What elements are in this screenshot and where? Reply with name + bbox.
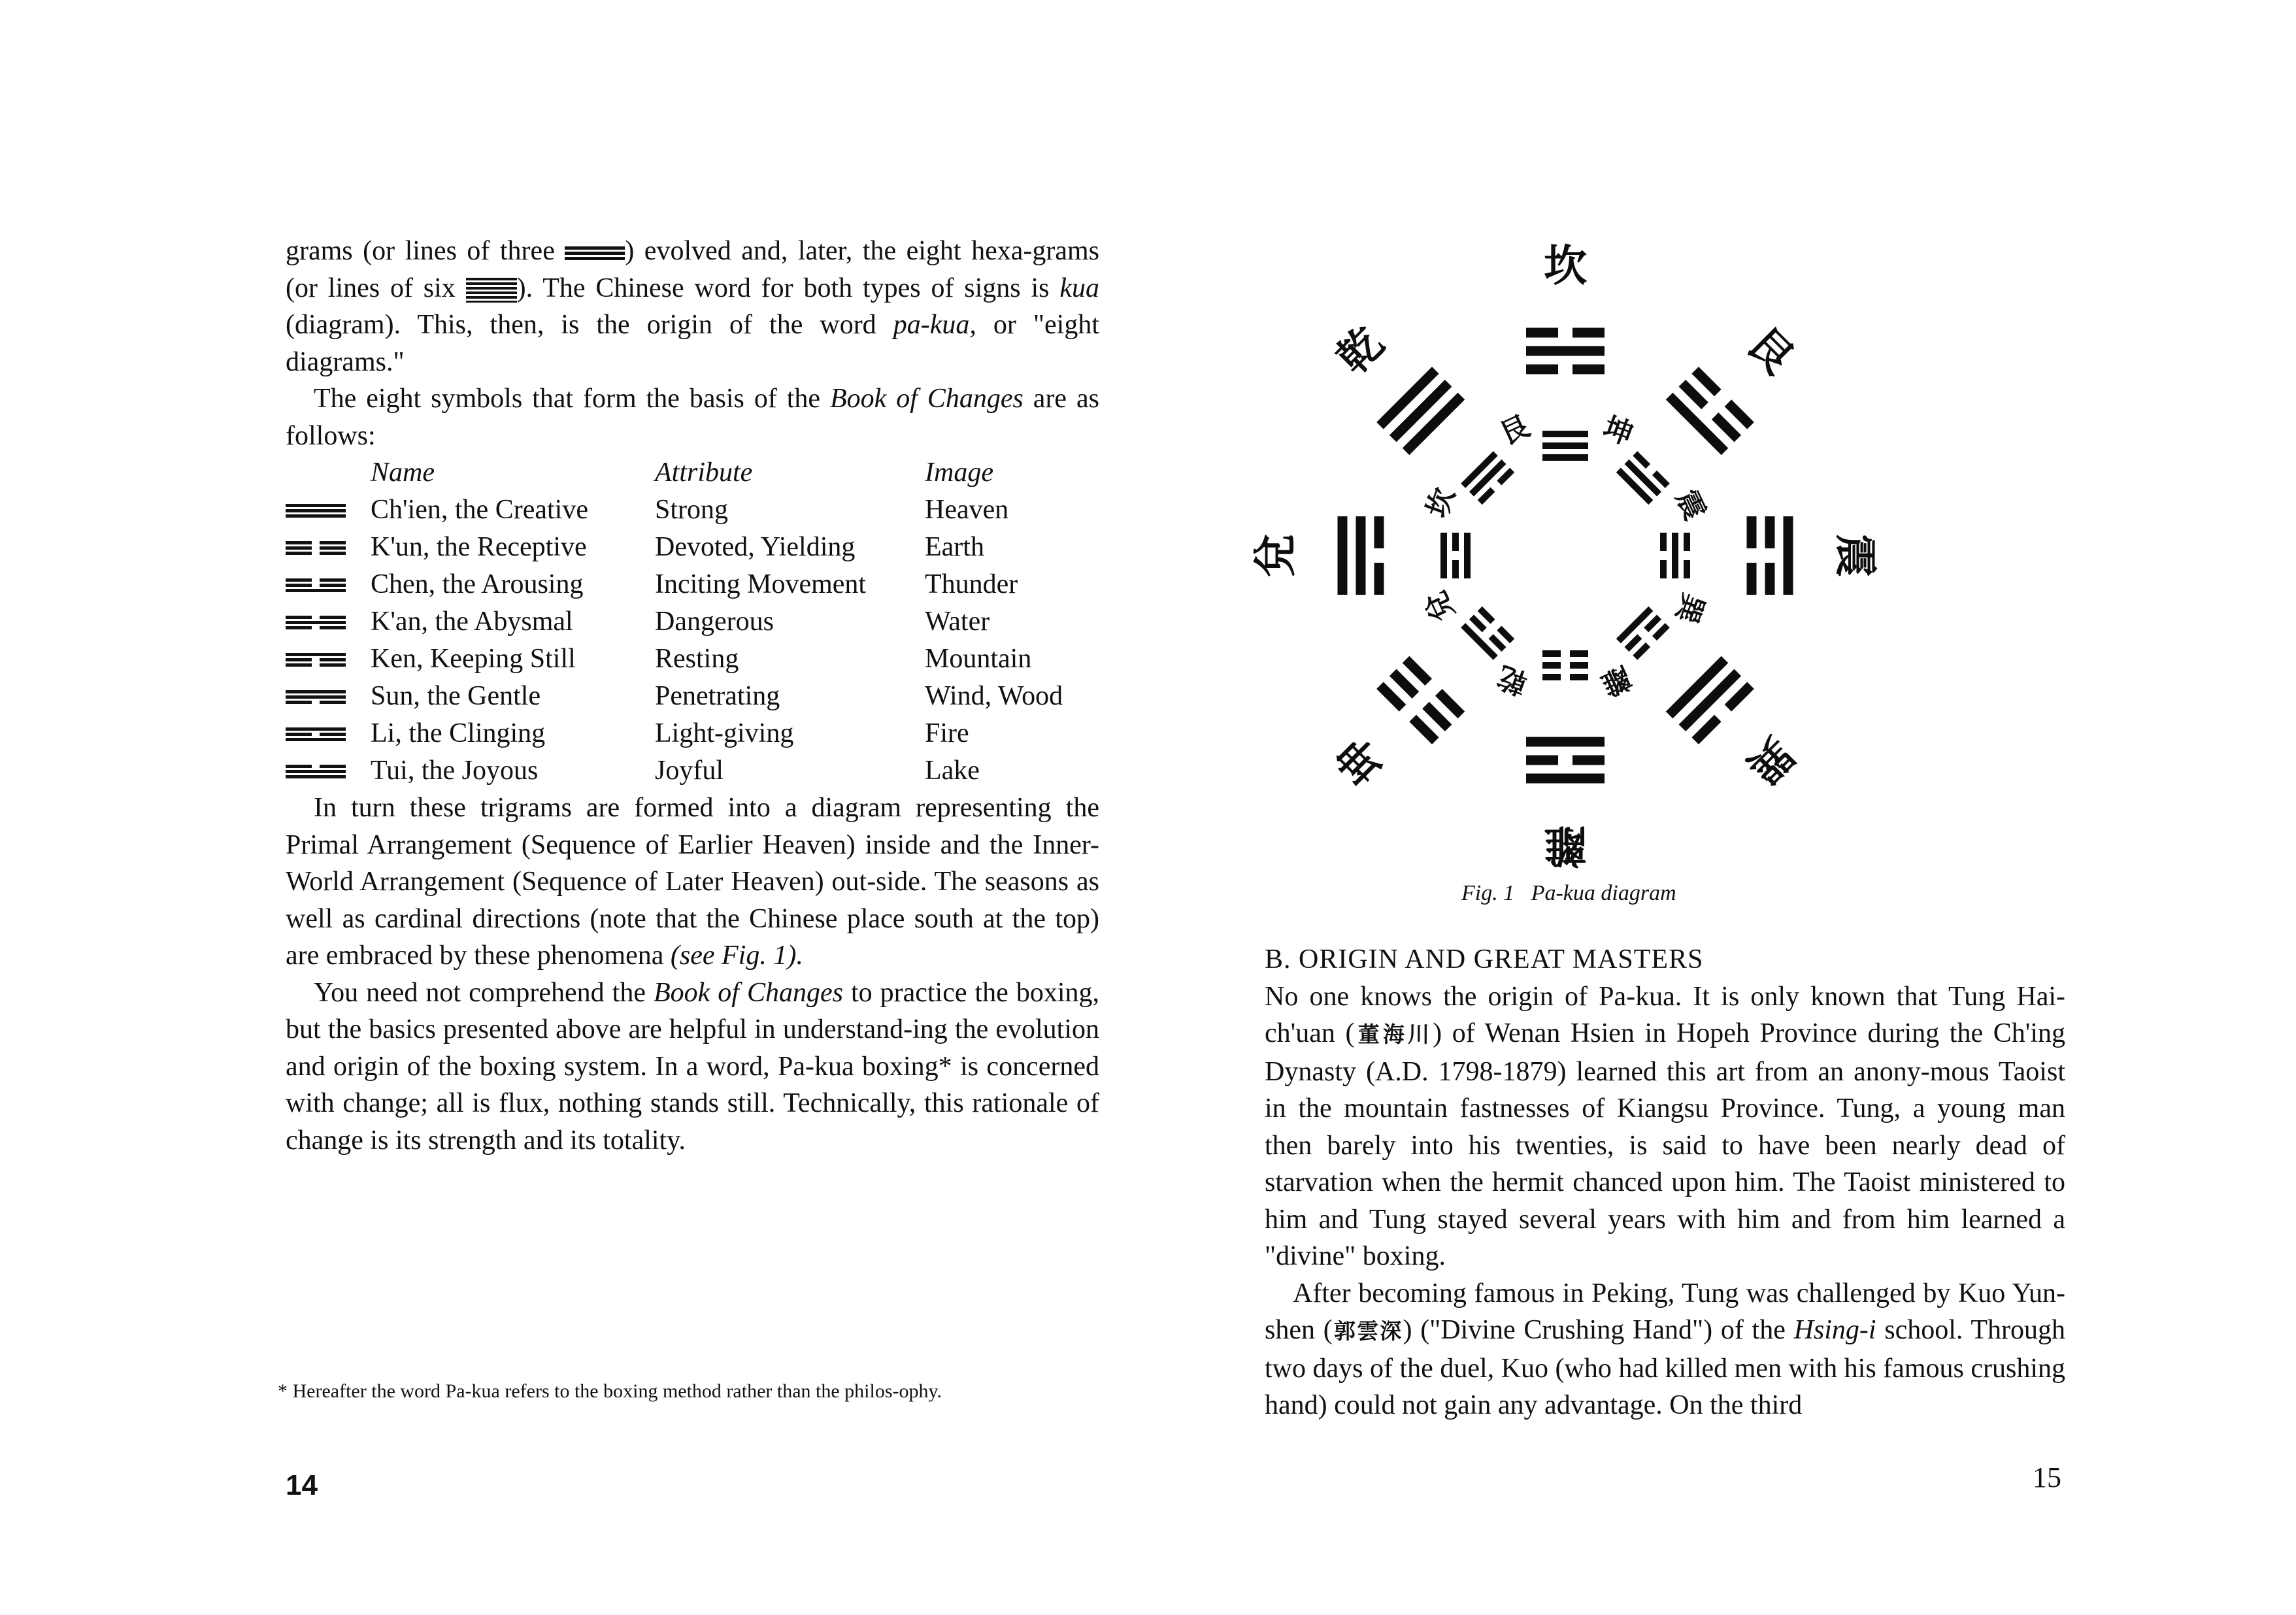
text-span: You need not comprehend the — [314, 977, 654, 1008]
trigram-name: K'an, the Abysmal — [371, 607, 573, 637]
inner-trigram-icon — [1542, 650, 1588, 680]
trigram-image: Wind, Wood — [925, 681, 1063, 712]
trigram-line-broken — [1374, 563, 1384, 595]
text-span: After becoming famous in Peking, Tung was challenged by Kuo Yun-shen ( — [1265, 1278, 2065, 1345]
inner-chinese-character: 巽 — [1669, 589, 1710, 628]
outer-trigram-icon — [1376, 367, 1465, 455]
pa-kua-diagram — [1250, 216, 1880, 889]
paragraph-primal-arrangement — [286, 790, 1099, 974]
outer-chinese-character: 艮 — [1737, 317, 1804, 384]
inner-trigram-icon — [1616, 607, 1670, 660]
page-number-left: 14 — [286, 1469, 318, 1501]
trigram-line — [1464, 533, 1471, 578]
trigram-name: K'un, the Receptive — [371, 532, 587, 563]
text-span: or "eight diagrams." — [286, 310, 1099, 377]
table-row — [286, 603, 1099, 641]
trigram-line — [1542, 442, 1588, 449]
outer-chinese-character: 離 — [1544, 820, 1587, 871]
inner-chinese-character: 兌 — [1419, 586, 1461, 626]
trigram-line — [1526, 774, 1605, 784]
trigram-line-broken — [1572, 365, 1605, 375]
trigram-line-broken — [1374, 516, 1384, 548]
trigram-image: Mountain — [925, 644, 1032, 674]
outer-chinese-character: 坎 — [1544, 241, 1587, 291]
trigram-line-broken — [1660, 533, 1667, 551]
trigram-line — [1526, 346, 1605, 356]
trigram-table — [286, 454, 1099, 790]
trigram-image: Heaven — [925, 495, 1009, 525]
chinese-name: 董海川 — [1354, 1022, 1433, 1047]
trigram-line — [1542, 454, 1588, 461]
text-span: ) evolved and, later, the eight hexa-grams (or lines of six — [286, 236, 1099, 303]
trigram-name: Li, the Clinging — [371, 718, 546, 749]
outer-chinese-character: 兌 — [1250, 534, 1301, 577]
text-span: school. Through two days of the duel, Kuo (who had killed men with his famous crushing hand) could not gain any advantage. On the third — [1265, 1315, 2066, 1420]
trigram-attribute: Inciting Movement — [655, 569, 867, 600]
trigram-attribute: Joyful — [655, 756, 724, 786]
table-row — [286, 715, 1099, 752]
trigram-line-broken — [1452, 533, 1459, 551]
outer-trigram-icon — [1526, 737, 1605, 784]
book-title: Book of Changes — [653, 977, 843, 1008]
paragraph-origin — [1265, 978, 2065, 1275]
trigram-line-broken — [1660, 560, 1667, 578]
table-header-row — [286, 454, 1099, 491]
trigram-line — [1338, 516, 1348, 595]
outer-trigram-icon — [1338, 516, 1384, 595]
trigram-name: Chen, the Arousing — [371, 569, 584, 600]
trigram-line-broken — [1542, 662, 1561, 669]
text-span: ) of Wenan Hsien in Hopeh Province during the Ch'ing Dynasty (A.D. 1798-1879) learned this art from an anony-mous Taoist in the mountain fastnesses of Kiangsu Province. Tung, a young man then barely into his twenties, is said to have been nearly dead of starvation when the hermit chanced upon him. The Taoist ministered to him and Tung stayed several years with him and from him learned a "divine" boxing. — [1265, 1018, 2065, 1271]
trigram-line — [1672, 533, 1678, 578]
trigram-line-broken — [1570, 650, 1588, 657]
text-span: grams (or lines of three — [286, 236, 565, 266]
school-name: Hsing-i — [1793, 1315, 1876, 1345]
trigram-line — [1784, 516, 1793, 595]
text-span: (diagram). This, then, is the origin of the word — [286, 310, 893, 340]
trigram-image: Earth — [925, 532, 984, 563]
trigram-name: Ch'ien, the Creative — [371, 495, 588, 525]
paragraph-eight-symbols — [286, 380, 1099, 454]
table-row — [286, 752, 1099, 790]
trigram-line-broken — [1542, 674, 1561, 680]
trigram-image: Fire — [925, 718, 969, 749]
paragraph-trigrams-origin — [286, 233, 1099, 380]
footnote: * Hereafter the word Pa-kua refers to the boxing method rather than the philos-ophy. — [278, 1380, 942, 1402]
inner-trigram-icon — [1542, 431, 1588, 461]
trigram-line-broken — [1452, 560, 1459, 578]
trigram-symbol-icon — [286, 727, 371, 741]
inner-trigram-icon — [1461, 451, 1514, 505]
table-row — [286, 641, 1099, 678]
trigram-line — [1440, 533, 1447, 578]
left-text-column — [286, 233, 1099, 1159]
trigram-line-broken — [1684, 560, 1690, 578]
text-span: to practice the boxing, but the basics presented above are helpful in understand-ing the evolution and origin of the boxing system. In a word, Pa-kua boxing* is concerned with change; all is flux, nothing stands still. Technically, this rationale of change is its strength and its totality. — [286, 977, 1099, 1156]
trigram-inline-icon — [565, 246, 625, 260]
trigram-line — [1526, 737, 1605, 747]
trigram-line-broken — [1747, 516, 1757, 548]
outer-trigram-icon — [1376, 656, 1465, 744]
trigram-image: Thunder — [925, 569, 1018, 600]
inner-trigram-icon — [1440, 533, 1471, 578]
outer-chinese-character: 震 — [1830, 534, 1880, 577]
inner-chinese-character: 坤 — [1599, 410, 1638, 452]
chinese-name: 郭雲深 — [1332, 1318, 1403, 1344]
text-span: are as follows: — [286, 384, 1099, 451]
header-name: Name — [371, 458, 435, 488]
trigram-symbol-icon — [286, 578, 371, 592]
trigram-symbol-icon — [286, 503, 371, 518]
inner-chinese-character: 離 — [1595, 659, 1636, 702]
trigram-symbol-icon — [286, 690, 371, 704]
trigram-line — [1542, 431, 1588, 437]
trigram-line-broken — [1765, 563, 1775, 595]
trigram-symbol-icon — [286, 652, 371, 667]
text-span: In turn these trigrams are formed into a diagram representing the Primal Arrangement (Sequence of Earlier Heaven) inside and the Inner-World Arrangement (Sequence of Later Heaven) out-side. The seasons as well as cardinal directions (note that the Chinese place south at the top) are embraced by these phenomena — [286, 793, 1099, 971]
trigram-name: Ken, Keeping Still — [371, 644, 576, 674]
trigram-line-broken — [1684, 533, 1690, 551]
trigram-symbol-icon — [286, 764, 371, 778]
inner-chinese-character: 震 — [1669, 485, 1712, 525]
trigram-line-broken — [1526, 328, 1558, 338]
inner-chinese-character: 坎 — [1420, 483, 1462, 522]
outer-chinese-character: 巽 — [1737, 727, 1804, 794]
trigram-attribute: Light-giving — [655, 718, 794, 749]
outer-trigram-icon — [1666, 656, 1754, 744]
header-attribute: Attribute — [655, 458, 753, 488]
trigram-line-broken — [1572, 756, 1605, 765]
page-number-right: 15 — [2033, 1461, 2061, 1493]
trigram-line — [1356, 516, 1366, 595]
text-span: ) ("Divine Crushing Hand") of the — [1403, 1315, 1794, 1345]
trigram-attribute: Penetrating — [655, 681, 780, 712]
trigram-line-broken — [1526, 756, 1558, 765]
paragraph-challenge — [1265, 1275, 2065, 1424]
trigram-line-broken — [1572, 328, 1605, 338]
inner-trigram-icon — [1616, 451, 1670, 505]
trigram-attribute: Devoted, Yielding — [655, 532, 856, 563]
inner-trigram-icon — [1461, 607, 1514, 660]
hexagram-inline-icon — [466, 278, 517, 303]
inner-chinese-character: 艮 — [1495, 409, 1535, 452]
trigram-line-broken — [1765, 516, 1775, 548]
outer-trigram-icon — [1666, 367, 1754, 455]
inner-trigram-icon — [1660, 533, 1690, 578]
caption-text: Pa-kua diagram — [1531, 881, 1676, 905]
italic-term: kua — [1059, 273, 1100, 303]
table-row — [286, 491, 1099, 529]
trigram-image: Lake — [925, 756, 980, 786]
table-row — [286, 678, 1099, 715]
trigram-symbol-icon — [286, 615, 371, 629]
figure-reference: (see Fig. 1). — [670, 941, 803, 971]
trigram-line-broken — [1570, 674, 1588, 680]
section-heading: B. ORIGIN AND GREAT MASTERS — [1265, 944, 1704, 974]
outer-trigram-icon — [1747, 516, 1793, 595]
text-span: No one knows the origin of Pa-kua. It is only known that Tung Hai-ch'uan ( — [1265, 981, 2065, 1048]
trigram-image: Water — [925, 607, 990, 637]
trigram-line-broken — [1542, 650, 1561, 657]
caption-fig-label: Fig. 1 — [1461, 881, 1515, 905]
inner-chinese-character: 乾 — [1493, 659, 1532, 701]
trigram-line-broken — [1570, 662, 1588, 669]
outer-trigram-icon — [1526, 328, 1605, 375]
trigram-name: Tui, the Joyous — [371, 756, 539, 786]
trigram-line-broken — [1526, 365, 1558, 375]
trigram-attribute: Dangerous — [655, 607, 774, 637]
paragraph-book-of-changes — [286, 974, 1099, 1159]
table-row — [286, 529, 1099, 566]
outer-chinese-character: 坤 — [1327, 727, 1393, 794]
header-image: Image — [925, 458, 993, 488]
text-span: The eight symbols that form the basis of the — [314, 384, 830, 414]
trigram-attribute: Strong — [655, 495, 729, 525]
table-row — [286, 566, 1099, 603]
figure-caption — [1461, 881, 1676, 906]
book-title: Book of Changes — [830, 384, 1023, 414]
trigram-symbol-icon — [286, 541, 371, 555]
trigram-line-broken — [1747, 563, 1757, 595]
trigram-attribute: Resting — [655, 644, 739, 674]
italic-term: pa-kua, — [893, 310, 976, 340]
trigram-name: Sun, the Gentle — [371, 681, 541, 712]
text-span: ). The Chinese word for both types of signs is — [516, 273, 1060, 303]
outer-chinese-character: 乾 — [1327, 317, 1393, 384]
right-text-column — [1265, 941, 2065, 1424]
